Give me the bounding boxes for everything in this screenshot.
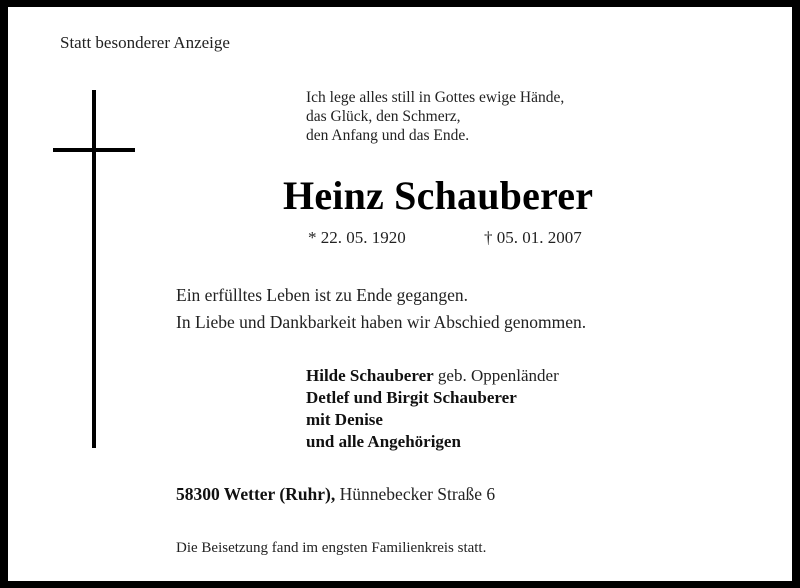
mourners-list: [306, 365, 559, 453]
verse-line: den Anfang und das Ende.: [306, 127, 470, 144]
sentiment-line: Ein erfülltes Leben ist zu Ende gegangen.: [176, 285, 469, 305]
mourner-line: und alle Angehörigen: [306, 432, 461, 451]
header-note: Statt besonderer Anzeige: [60, 33, 230, 52]
address: [176, 484, 495, 505]
cross-vertical-bar: [92, 90, 96, 448]
address-city: 58300 Wetter (Ruhr),: [176, 484, 336, 504]
mourner-name: Hilde Schauberer: [306, 366, 434, 385]
life-dates: [308, 228, 582, 248]
mourner-line: [306, 365, 559, 387]
verse-line: Ich lege alles still in Gottes ewige Hände,: [306, 89, 565, 106]
sentiment: [176, 282, 586, 336]
deceased-name: Heinz Schauberer: [283, 173, 594, 218]
verse-line: das Glück, den Schmerz,: [306, 108, 461, 125]
birth-date: * 22. 05. 1920: [308, 228, 406, 247]
address-street: Hünnebecker Straße 6: [335, 484, 496, 504]
cross-horizontal-bar: [53, 148, 135, 152]
mourner-line: Detlef und Birgit Schauberer: [306, 388, 517, 407]
mourner-line: mit Denise: [306, 410, 383, 429]
footer-note: Die Beisetzung fand im engsten Familienkreis statt.: [176, 540, 487, 556]
death-date: † 05. 01. 2007: [484, 228, 582, 247]
sentiment-line: In Liebe und Dankbarkeit haben wir Abschied genommen.: [176, 312, 587, 332]
verse: [306, 88, 564, 145]
maiden-name: geb. Oppenländer: [433, 366, 559, 385]
